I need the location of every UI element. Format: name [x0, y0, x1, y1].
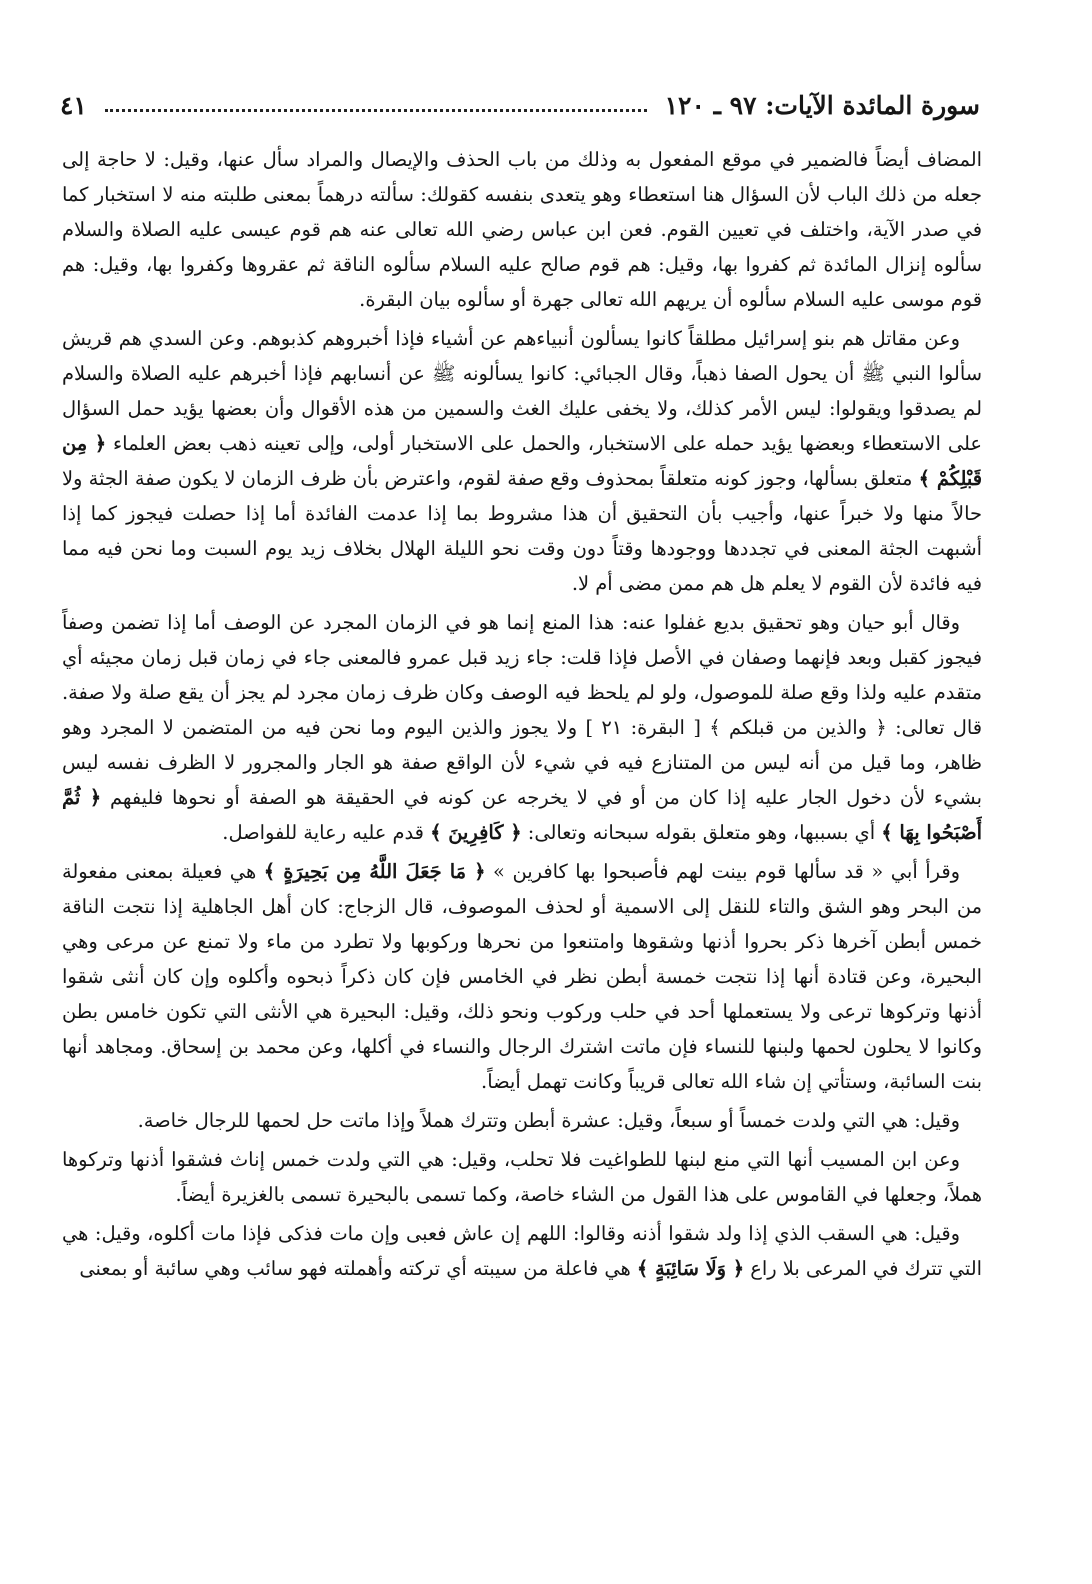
paragraph: [62, 1216, 982, 1286]
quran-quote: ﴿ ثُمَّ أَصْبَحُوا بِهَا ﴾: [62, 786, 982, 844]
quran-quote: ﴿ وَلَا سَائِبَةٍ ﴾: [636, 1257, 745, 1280]
paragraph-text: قدم عليه رعاية للفواصل.: [222, 821, 431, 844]
paragraph: [62, 1142, 982, 1212]
running-title: سورة المائدة الآيات: ٩٧ ـ ١٢٠: [664, 91, 980, 120]
paragraph-text: وقرأ أبي « قد سألها قوم بينت لهم فأصبحوا بها كافرين »: [485, 860, 960, 883]
paragraph-text: المضاف أيضاً فالضمير في موقع المفعول به وذلك من باب الحذف والإيصال والمراد سأل عنها، وقيل: لا حاجة إلى جعله من ذلك الباب لأن السؤال هنا استعطاء وهو يتعدى بنفسه كقولك: سألته درهماً بمعنى طلبته منه لا استخبار كما في صدر الآية، واختلف في تعيين القوم. فعن ابن عباس رضي الله تعالى عنه هم قوم عيسى عليه الصلاة والسلام سألوه إنزال المائدة ثم كفروا بها، وقيل: هم قوم صالح عليه السلام سألوه الناقة ثم عقروها وكفروا بها، وقيل: هم قوم موسى عليه السلام سألوه أن يريهم الله تعالى جهرة أو سألوه بيان البقرة.: [62, 148, 982, 311]
page-body-text: [62, 142, 982, 1544]
paragraph-text: وقيل: هي التي ولدت خمساً أو سبعاً، وقيل: عشرة أبطن وتترك هملاً وإذا ماتت حل لحمها للرجال خاصة.: [137, 1109, 960, 1132]
paragraph-text: وقيل: هي السقب الذي إذا ولد شقوا أذنه وقالوا: اللهم إن عاش فعبى وإن مات فذكى فإذا مات أكلوه، وقيل: هي التي تترك في المرعى بلا راع: [62, 1222, 982, 1280]
paragraph-text: متعلق بسألها، وجوز كونه متعلقاً بمحذوف وقع صفة لقوم، واعترض بأن ظرف الزمان لا يكون صفة الجثة ولا حالاً منها ولا خبراً عنها، وأجيب بأن التحقيق أن هذا مشروط بما إذا عدمت الفائدة أما إذا حصلت فيجوز كما إذا أشبهت الجثة المعنى في تجددها ووجودها وقتاً دون وقت نحو الليلة الهلال بخلاف زيد يوم السبت وما نحن فيه مما فيه فائدة لأن القوم لا يعلم هل هم ممن مضى أم لا.: [62, 467, 982, 595]
quran-quote: ﴿ مَا جَعَلَ اللَّهُ مِن بَحِيرَةٍ ﴾: [263, 860, 486, 883]
dotted-leader: [105, 109, 647, 112]
page-number: ٤١: [60, 91, 87, 120]
paragraph-text: وقال أبو حيان وهو تحقيق بديع غفلوا عنه: هذا المنع إنما هو في الزمان المجرد عن الوصف أما إذا تضمن وصفاً فيجوز كقبل وبعد فإنهما وصفان في الأصل فإذا قلت: جاء زيد قبل عمرو فالمعنى جاء في زمان قبل زمان مجيئه أي متقدم عليه ولذا وقع صلة للموصول، ولو لم يلحظ فيه الوصف وكان ظرف زمان مجرد لم يجز أن يقع صلة ولا صفة. قال تعالى: ﴿ والذين من قبلكم ﴾ [ البقرة: ٢١ ] ولا يجوز والذين اليوم وما نحن فيه من المتضمن لا المجرد وهو ظاهر، وما قيل من أنه ليس من المتنازع فيه في شيء لأن الواقع صفة هو الجار والمجرور لا الظرف نفسه ليس بشيء لأن دخول الجار عليه إذا كان من أو في لا يخرجه عن كونه في الحقيقة هو الصفة أو نحوها فليفهم: [62, 611, 982, 809]
quran-quote: ﴿ كَافِرِينَ ﴾: [430, 821, 522, 844]
quran-quote: ﴿ مِن قَبْلِكُمْ ﴾: [62, 432, 982, 490]
page-header: [60, 80, 980, 120]
paragraph: [62, 605, 982, 850]
paragraph-text: هي فعيلة بمعنى مفعولة من البحر وهو الشق والتاء للنقل إلى الاسمية أو لحذف الموصوف، قال الزجاج: كان أهل الجاهلية إذا نتجت الناقة خمس أبطن آخرها ذكر بحروا أذنها وشقوها وامتنعوا من نحرها وركوبها ولا تطرد من ماء ولا تمنع عن مرعى وهي البحيرة، وعن قتادة أنها إذا نتجت خمسة أبطن نظر في الخامس فإن كان ذكراً ذبحوه وأكلوه وإن كان أنثى شقوا أذنها وتركوها ترعى ولا يستعملها أحد في حلب وركوب ونحو ذلك، وقيل: البحيرة هي الأنثى التي تكون خامس بطن وكانوا لا يحلون لحمها ولبنها للنساء فإن ماتت اشترك الرجال والنساء في أكلها، وعن محمد بن إسحاق. ومجاهد أنها بنت السائبة، وستأتي إن شاء الله تعالى قريباً وكانت تهمل أيضاً.: [62, 860, 982, 1093]
paragraph: [62, 1103, 982, 1138]
paragraph-text: وعن مقاتل هم بنو إسرائيل مطلقاً كانوا يسألون أنبياءهم عن أشياء فإذا أخبروهم كذبوهم. وعن السدي هم قريش سألوا النبي ﷺ أن يحول الصفا ذهباً، وقال الجبائي: كانوا يسألونه ﷺ عن أنسابهم فإذا أخبرهم عليه الصلاة والسلام لم يصدقوا ويقولوا: ليس الأمر كذلك، ولا يخفى عليك الغث والسمين من هذه الأقوال وأن بعضها يؤيد حمل السؤال على الاستعطاء وبعضها يؤيد حمله على الاستخبار، والحمل على الاستخبار أولى، وإلى تعينه ذهب بعض العلماء: [62, 327, 982, 455]
paragraph: [62, 321, 982, 601]
paragraph: [62, 142, 982, 317]
paragraph: [62, 854, 982, 1099]
paragraph-text: أي بسببها، وهو متعلق بقوله سبحانه وتعالى:: [521, 821, 882, 844]
paragraph-text: وعن ابن المسيب أنها التي منع لبنها للطواغيت فلا تحلب، وقيل: هي التي ولدت خمس إناث فشقوا أذنها وتركوها هملاً، وجعلها في القاموس على هذا القول من الشاء خاصة، وكما تسمى بالبحيرة تسمى بالغزيرة أيضاً.: [62, 1148, 982, 1206]
paragraph-text: هي فاعلة من سيبته أي تركته وأهملته فهو سائب وهي سائبة أو بمعنى: [79, 1257, 637, 1280]
